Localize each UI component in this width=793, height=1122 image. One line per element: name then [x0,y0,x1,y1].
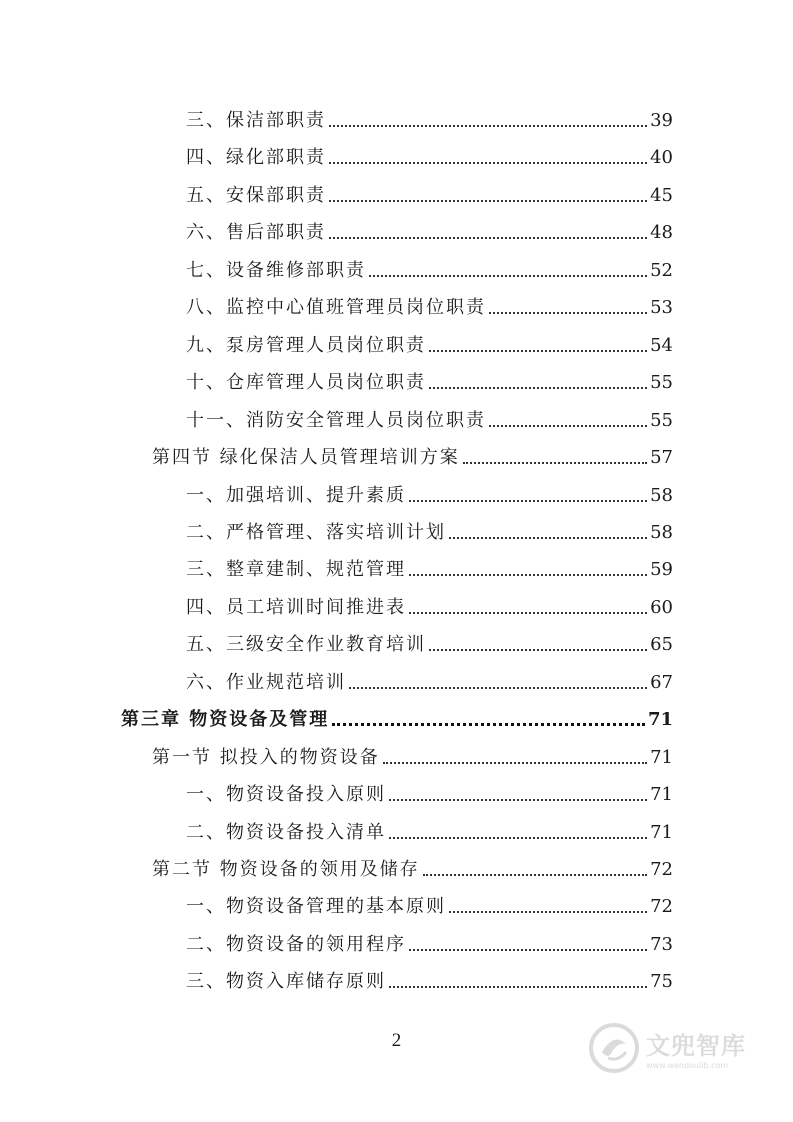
toc-entry-item [186,967,673,993]
toc-entry-title: 三、整章建制、规范管理 [186,559,406,581]
toc-entry-title: 十一、消防安全管理人员岗位职责 [186,409,486,431]
toc-entry-title: 十、仓库管理人员岗位职责 [186,372,426,394]
toc-entry-item [186,930,673,956]
toc-dot-leader [429,649,647,651]
toc-entry-page-number: 54 [650,334,673,356]
toc-entry-page-number: 57 [650,447,673,469]
toc-entry-item [186,218,673,244]
toc-entry-item [186,406,673,432]
toc-entry-page-number: 48 [650,222,673,244]
toc-entry-item [186,331,673,357]
page-number: 2 [391,1030,402,1051]
toc-dot-leader [409,949,647,951]
toc-entry-title: 第四节 绿化保洁人员管理培训方案 [152,447,460,469]
toc-entry-page-number: 58 [650,484,673,506]
toc-entry-item [186,256,673,282]
toc-dot-leader [463,462,647,464]
toc-entry-page-number: 59 [650,559,673,581]
toc-entry-page-number: 71 [650,784,673,806]
toc-dot-leader [329,237,647,239]
toc-entry-page-number: 60 [650,596,673,618]
toc-entry-item [186,181,673,207]
toc-entry-item [186,892,673,918]
toc-dot-leader [329,200,647,202]
toc-entry-page-number: 75 [650,971,673,993]
toc-dot-leader [409,500,647,502]
wendou-logo-icon [588,1022,640,1074]
toc-dot-leader [329,125,647,127]
toc-entry-title: 一、物资设备管理的基本原则 [186,896,446,918]
toc-entry-title: 八、监控中心值班管理员岗位职责 [186,297,486,319]
toc-entry-title: 一、加强培训、提升素质 [186,484,406,506]
toc-entry-section [152,855,673,881]
toc-entry-page-number: 58 [650,521,673,543]
toc-dot-leader [489,312,647,314]
toc-entry-title: 五、安保部职责 [186,184,326,206]
watermark-url: www.wendoulib.com [646,1061,729,1070]
toc-dot-leader [389,799,647,801]
toc-entry-page-number: 72 [650,896,673,918]
toc-entry-title: 二、严格管理、落实培训计划 [186,521,446,543]
toc-entry-title: 六、作业规范培训 [186,671,346,693]
toc-dot-leader [369,275,647,277]
toc-dot-leader [449,537,647,539]
toc-entry-title: 六、售后部职责 [186,222,326,244]
toc-entry-item [186,518,673,544]
toc-entry-page-number: 40 [650,147,673,169]
toc-entry-item [186,630,673,656]
toc-dot-leader [449,911,647,913]
toc-dot-leader [429,350,647,352]
toc-entry-item [186,668,673,694]
toc-entry-title: 四、绿化部职责 [186,147,326,169]
toc-entry-title: 五、三级安全作业教育培训 [186,634,426,656]
toc-entry-page-number: 55 [650,409,673,431]
toc-dot-leader [489,425,647,427]
toc-entry-item [186,106,673,132]
toc-entry-page-number: 53 [650,297,673,319]
toc-entry-item [186,818,673,844]
toc-entry-title: 第二节 物资设备的领用及储存 [152,859,420,880]
toc-entry-page-number: 39 [650,110,673,131]
toc-entry-title: 七、设备维修部职责 [186,259,366,281]
toc-entry-item [186,368,673,394]
toc-dot-leader [349,687,647,689]
toc-entry-page-number: 65 [650,634,673,656]
toc-entry-chapter [121,705,673,731]
toc-dot-leader [423,874,647,876]
toc-entry-title: 第三章 物资设备及管理 [121,709,330,731]
toc-entry-item [186,593,673,619]
toc-dot-leader [429,387,647,389]
toc-dot-leader [332,723,645,726]
toc-entry-page-number: 71 [650,746,673,768]
toc-entry-item [186,143,673,169]
toc-entry-section [152,443,673,469]
toc-entry-title: 九、泵房管理人员岗位职责 [186,334,426,356]
toc-entry-title: 四、员工培训时间推进表 [186,596,406,618]
toc-entry-title: 三、保洁部职责 [186,110,326,131]
toc-entry-page-number: 71 [650,821,673,843]
toc-entry-item [186,555,673,581]
watermark-name: 文兜智库 [646,1032,746,1060]
watermark [588,1018,758,1078]
toc-entry-title: 一、物资设备投入原则 [186,784,386,806]
toc-dot-leader [409,574,647,576]
toc-entry-title: 二、物资设备的领用程序 [186,933,406,955]
toc-dot-leader [389,986,647,988]
toc-entry-page-number: 45 [650,184,673,206]
toc-entry-page-number: 55 [650,372,673,394]
toc-entry-page-number: 72 [650,859,673,880]
toc-entry-item [186,780,673,806]
toc-dot-leader [383,762,647,764]
toc-dot-leader [409,612,647,614]
toc-dot-leader [389,837,647,839]
toc-entry-section [152,743,673,769]
toc-entry-page-number: 67 [650,671,673,693]
toc-entry-item [186,481,673,507]
toc-entry-title: 三、物资入库储存原则 [186,971,386,993]
toc-entry-page-number: 52 [650,259,673,281]
toc-entry-title: 二、物资设备投入清单 [186,821,386,843]
toc-entry-title: 第一节 拟投入的物资设备 [152,746,380,768]
toc-entry-page-number: 73 [650,933,673,955]
toc-entry-page-number: 71 [647,709,673,731]
toc-dot-leader [329,162,647,164]
toc-entry-item [186,293,673,319]
